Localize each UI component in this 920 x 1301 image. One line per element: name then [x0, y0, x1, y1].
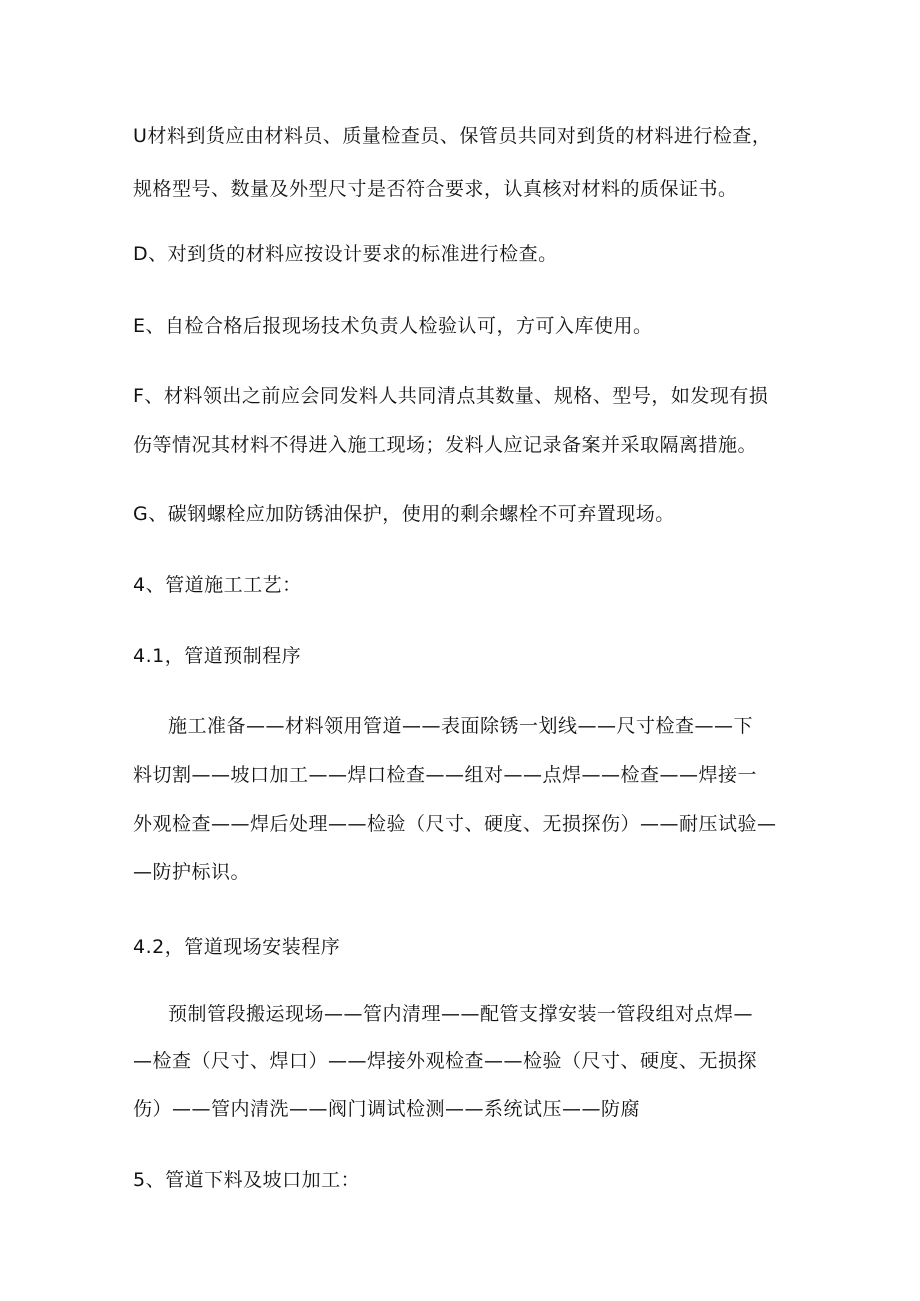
section-heading-4-2: 4.2，管道现场安装程序 — [133, 936, 341, 958]
flow-4-2-line-1: 预制管段搬运现场——管内清理——配管支撑安装一管段组对点焊— — [168, 1003, 754, 1025]
section-heading-5: 5、管道下料及坡口加工： — [133, 1169, 361, 1191]
flow-4-1-line-4: —防护标识。 — [133, 861, 251, 883]
paragraph-item-f-line-2: 伤等情况其材料不得进入施工现场；发料人应记录备案并采取隔离措施。 — [133, 434, 758, 456]
flow-4-1-line-2: 料切割——坡口加工——焊口检查——组对——点焊——检查——焊接一 — [133, 764, 758, 786]
paragraph-item-f-line-1: F、材料领出之前应会同发料人共同清点其数量、规格、型号，如发现有损 — [133, 385, 769, 407]
paragraph-item-g: G、碳钢螺栓应加防锈油保护，使用的剩余螺栓不可弃置现场。 — [133, 503, 675, 525]
flow-4-2-line-2: —检查（尺寸、焊口）——焊接外观检查——检验（尺寸、硬度、无损探 — [133, 1050, 758, 1072]
flow-4-2-line-3: 伤）——管内清洗——阀门调试检测——系统试压——防腐 — [133, 1098, 641, 1120]
section-heading-4: 4、管道施工工艺： — [133, 574, 302, 596]
paragraph-item-u-line-2: 规格型号、数量及外型尺寸是否符合要求，认真核对材料的质保证书。 — [133, 178, 738, 200]
flow-4-1-line-3: 外观检查——焊后处理——检验（尺寸、硬度、无损探伤）——耐压试验— — [133, 813, 777, 835]
section-heading-4-1: 4.1，管道预制程序 — [133, 645, 302, 667]
paragraph-item-d: D、对到货的材料应按设计要求的标准进行检查。 — [133, 243, 558, 265]
flow-4-1-line-1: 施工准备——材料领用管道——表面除锈一划线——尺寸检查——下 — [168, 715, 754, 737]
paragraph-item-u-line-1: U材料到货应由材料员、质量检查员、保管员共同对到货的材料进行检查， — [133, 125, 772, 147]
paragraph-item-e: E、自检合格后报现场技术负责人检验认可，方可入库使用。 — [133, 315, 653, 337]
